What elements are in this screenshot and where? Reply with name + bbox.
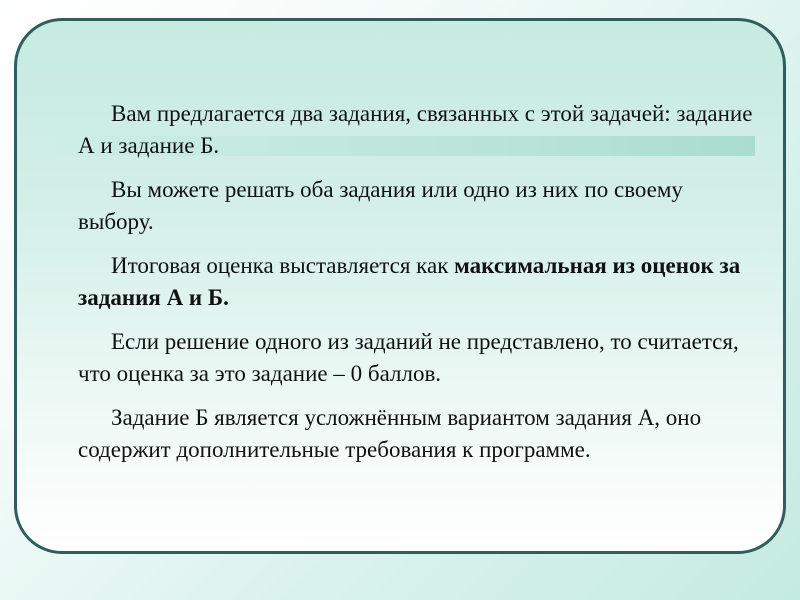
slide-content — [78, 98, 758, 478]
paragraph-5: Задание Б является усложнённым вариантом задания А, оно содержит дополнительные требования к программе. — [78, 405, 702, 462]
paragraph-1: Вам предлагается два задания, связанных с этой задачей: задание А и задание Б. — [78, 101, 753, 158]
paragraph-3 — [78, 250, 758, 314]
paragraph-3-text: Итоговая оценка выставляется как — [111, 253, 455, 278]
paragraph-2: Вы можете решать оба задания или одно из них по своему выбору. — [78, 177, 683, 234]
paragraph-3-bold-text: максимальная из оценок за задания А и Б. — [78, 253, 741, 310]
paragraph-4: Если решение одного из заданий не представлено, то считается, что оценка за это задание – 0 баллов. — [78, 329, 739, 386]
